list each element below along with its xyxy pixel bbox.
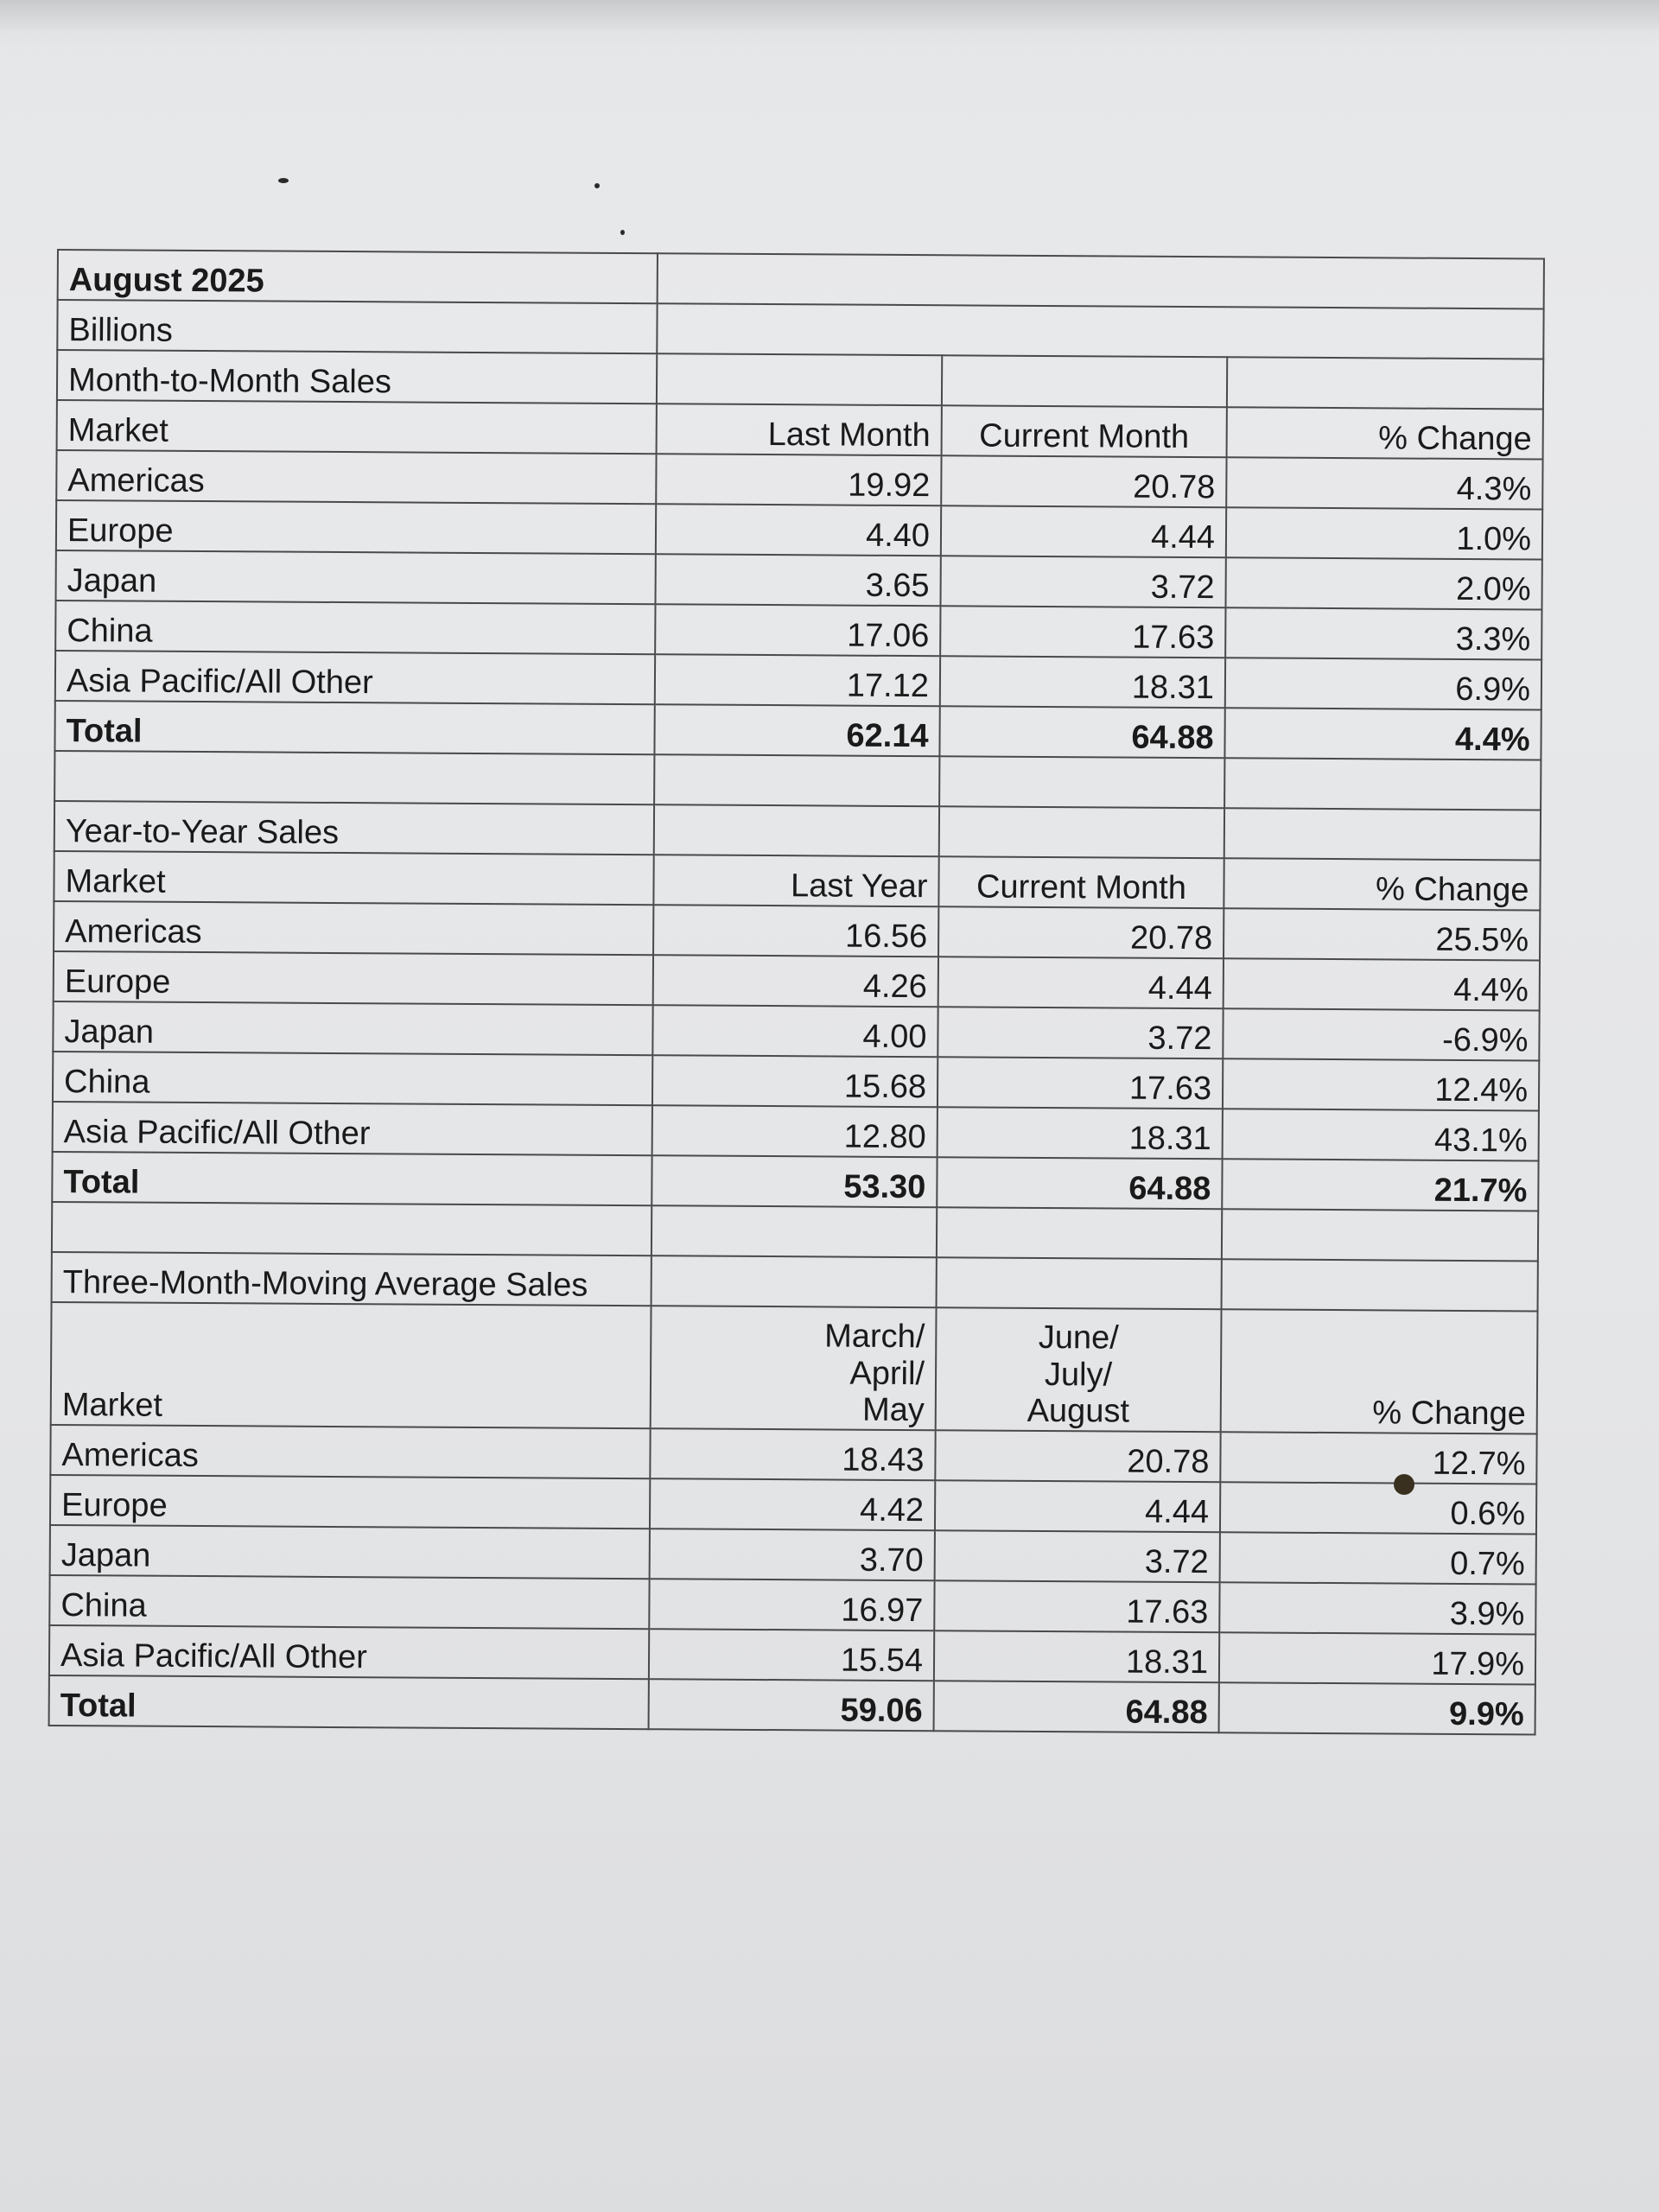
total-value: 53.30 bbox=[652, 1155, 937, 1207]
value-cell: 4.26 bbox=[653, 955, 938, 1007]
value-cell: 18.31 bbox=[938, 1107, 1223, 1159]
spacer-row bbox=[54, 751, 1541, 810]
table-row bbox=[49, 1625, 1535, 1685]
column-header-market: Market bbox=[54, 851, 653, 905]
value-cell: 18.31 bbox=[934, 1630, 1219, 1682]
total-value: 64.88 bbox=[937, 1157, 1222, 1209]
table-row bbox=[50, 1475, 1536, 1535]
total-value: 64.88 bbox=[934, 1681, 1219, 1732]
market-name: Europe bbox=[56, 500, 656, 554]
total-value: 64.88 bbox=[939, 706, 1224, 758]
value-cell: 12.80 bbox=[652, 1105, 938, 1157]
value-cell: 17.12 bbox=[655, 654, 940, 706]
table-row bbox=[53, 1102, 1539, 1161]
column-header-current-month: Current Month bbox=[938, 856, 1224, 908]
title-row bbox=[58, 250, 1544, 309]
value-cell: 17.63 bbox=[934, 1580, 1219, 1632]
column-header-last-year: Last Year bbox=[653, 855, 938, 906]
value-cell: 4.00 bbox=[652, 1005, 938, 1057]
value-cell: 3.72 bbox=[935, 1530, 1220, 1582]
total-pct: 9.9% bbox=[1219, 1682, 1535, 1734]
value-cell: 17.63 bbox=[940, 606, 1225, 658]
table-row bbox=[53, 1052, 1539, 1111]
column-header-june-july-august: June/ July/ August bbox=[936, 1307, 1222, 1432]
total-label: Total bbox=[52, 1152, 652, 1205]
value-cell: 20.78 bbox=[941, 455, 1226, 507]
section-heading-row bbox=[54, 801, 1541, 861]
market-name: China bbox=[53, 1052, 652, 1105]
section-heading-row bbox=[52, 1252, 1538, 1312]
value-cell: 16.97 bbox=[649, 1579, 934, 1630]
value-cell: 16.56 bbox=[653, 905, 938, 957]
value-cell: 3.65 bbox=[656, 554, 941, 606]
table-row bbox=[53, 1001, 1539, 1061]
pct-cell: 4.3% bbox=[1226, 457, 1542, 509]
section-heading-row bbox=[57, 350, 1543, 410]
market-name: Asia Pacific/All Other bbox=[55, 651, 655, 704]
column-header-pct-change: % Change bbox=[1227, 407, 1543, 459]
total-row bbox=[54, 701, 1541, 760]
market-name: Americas bbox=[50, 1425, 650, 1478]
market-name: Japan bbox=[53, 1001, 652, 1055]
table-row bbox=[50, 1525, 1536, 1585]
value-cell: 20.78 bbox=[935, 1430, 1220, 1482]
market-name: Japan bbox=[56, 550, 656, 604]
value-cell: 18.31 bbox=[940, 656, 1225, 708]
pct-cell: 2.0% bbox=[1225, 557, 1541, 609]
pct-cell: 17.9% bbox=[1219, 1632, 1535, 1684]
table-row bbox=[54, 901, 1540, 961]
pct-cell: 0.6% bbox=[1220, 1482, 1536, 1534]
total-row bbox=[52, 1152, 1538, 1211]
pct-cell: 12.4% bbox=[1223, 1058, 1539, 1110]
total-pct: 4.4% bbox=[1224, 708, 1541, 760]
market-name: Japan bbox=[50, 1525, 650, 1579]
column-header-row bbox=[51, 1302, 1538, 1434]
pct-cell: 0.7% bbox=[1220, 1532, 1536, 1584]
total-value: 59.06 bbox=[649, 1679, 934, 1731]
market-name: Europe bbox=[54, 951, 653, 1005]
pct-cell: -6.9% bbox=[1223, 1008, 1539, 1060]
table-row bbox=[49, 1575, 1535, 1635]
paper-speck bbox=[1394, 1474, 1414, 1495]
spacer-row bbox=[52, 1202, 1538, 1262]
value-cell: 4.44 bbox=[938, 957, 1224, 1008]
market-name: China bbox=[55, 601, 655, 654]
pct-cell: 43.1% bbox=[1223, 1109, 1539, 1160]
paper-speck bbox=[278, 178, 289, 183]
table-row bbox=[50, 1425, 1536, 1484]
table-row bbox=[56, 550, 1542, 610]
total-label: Total bbox=[49, 1675, 649, 1729]
market-name: Asia Pacific/All Other bbox=[49, 1625, 649, 1679]
column-header-last-month: Last Month bbox=[657, 404, 942, 455]
market-name: Asia Pacific/All Other bbox=[53, 1102, 652, 1155]
column-header-march-april-may: March/ April/ May bbox=[651, 1306, 937, 1430]
value-cell: 4.40 bbox=[656, 504, 941, 556]
section-heading: Three-Month-Moving Average Sales bbox=[52, 1252, 652, 1306]
pct-cell: 3.3% bbox=[1225, 607, 1541, 659]
total-pct: 21.7% bbox=[1222, 1159, 1538, 1211]
value-cell: 17.06 bbox=[655, 604, 940, 656]
value-cell: 18.43 bbox=[650, 1428, 935, 1480]
total-label: Total bbox=[54, 701, 654, 754]
value-cell: 19.92 bbox=[656, 454, 941, 505]
value-cell: 3.72 bbox=[938, 1007, 1223, 1058]
pct-cell: 4.4% bbox=[1224, 958, 1540, 1010]
total-value: 62.14 bbox=[654, 704, 939, 756]
column-header-current-month: Current Month bbox=[942, 405, 1227, 457]
market-name: China bbox=[49, 1575, 649, 1629]
pct-cell: 25.5% bbox=[1224, 908, 1540, 960]
value-cell: 3.72 bbox=[940, 556, 1225, 607]
pct-cell: 1.0% bbox=[1226, 507, 1542, 559]
table-row bbox=[54, 951, 1540, 1011]
value-cell: 17.63 bbox=[938, 1057, 1223, 1109]
paper-speck bbox=[594, 183, 600, 188]
value-cell: 20.78 bbox=[938, 906, 1224, 958]
table-row bbox=[56, 500, 1542, 560]
column-header-row bbox=[57, 400, 1543, 460]
pct-cell: 12.7% bbox=[1220, 1432, 1536, 1484]
market-name: Americas bbox=[56, 450, 656, 504]
table-row bbox=[55, 651, 1541, 710]
market-name: Americas bbox=[54, 901, 653, 955]
section-heading: Year-to-Year Sales bbox=[54, 801, 654, 855]
section-heading: Month-to-Month Sales bbox=[57, 350, 657, 404]
column-header-market: Market bbox=[57, 400, 657, 454]
pct-cell: 3.9% bbox=[1219, 1582, 1535, 1634]
value-cell: 15.54 bbox=[649, 1629, 934, 1681]
total-row bbox=[49, 1675, 1535, 1735]
column-header-row bbox=[54, 851, 1540, 911]
paper-speck bbox=[620, 230, 625, 235]
value-cell: 15.68 bbox=[652, 1055, 938, 1107]
report-title: August 2025 bbox=[58, 250, 658, 303]
table-row bbox=[55, 601, 1541, 660]
column-header-pct-change: % Change bbox=[1221, 1309, 1538, 1433]
column-header-pct-change: % Change bbox=[1224, 858, 1540, 910]
paper-top-edge bbox=[0, 0, 1659, 29]
value-cell: 4.42 bbox=[650, 1478, 935, 1530]
units-row bbox=[57, 300, 1543, 359]
table-row bbox=[56, 450, 1542, 510]
pct-cell: 6.9% bbox=[1225, 658, 1541, 709]
column-header-market: Market bbox=[51, 1302, 652, 1428]
value-cell: 4.44 bbox=[935, 1480, 1220, 1532]
value-cell: 4.44 bbox=[941, 505, 1226, 557]
market-name: Europe bbox=[50, 1475, 650, 1529]
value-cell: 3.70 bbox=[650, 1529, 935, 1580]
sales-table bbox=[48, 249, 1545, 1735]
units-label: Billions bbox=[57, 300, 657, 353]
